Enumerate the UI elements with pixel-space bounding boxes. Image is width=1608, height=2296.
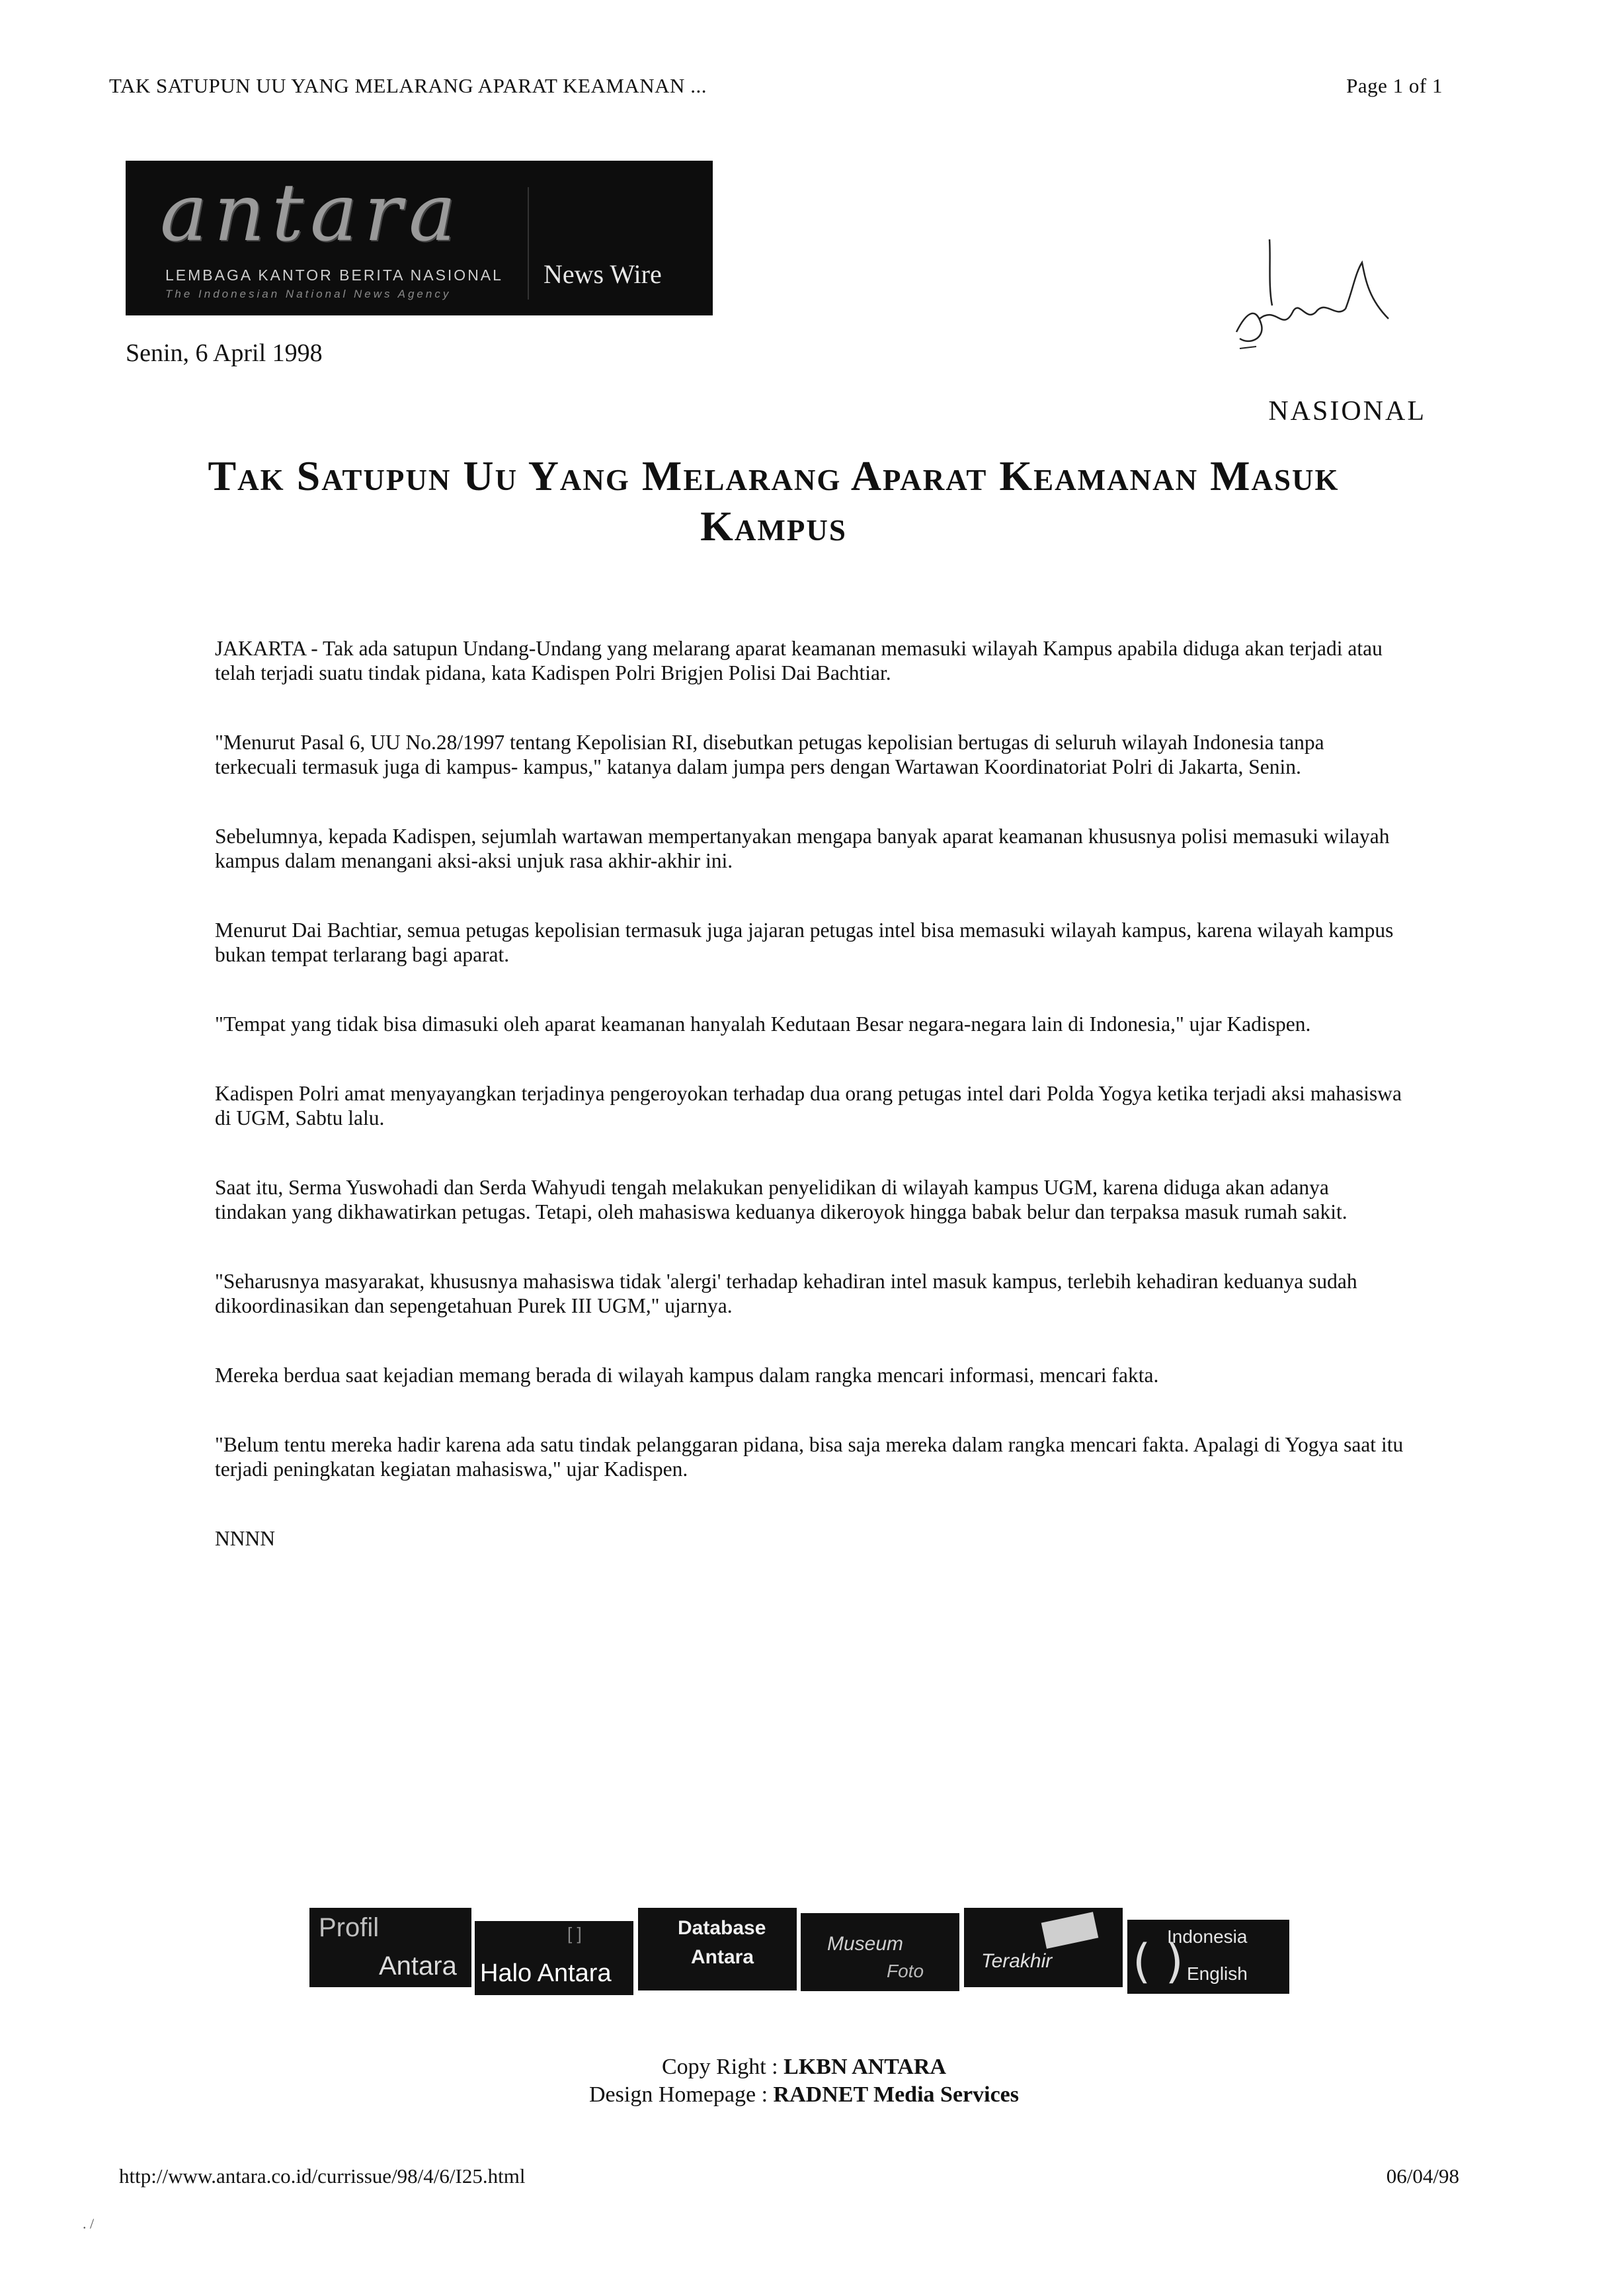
banner-subtitle-english: The Indonesian National News Agency: [165, 288, 452, 300]
article-body: [215, 636, 1405, 1596]
copyright-label: Copy Right :: [661, 2055, 784, 2079]
banner-divider: [528, 187, 529, 300]
copyright-block: [0, 2053, 1608, 2109]
copyright-owner: LKBN ANTARA: [784, 2055, 947, 2079]
news-wire-label: News Wire: [543, 259, 662, 289]
design-line: [0, 2081, 1608, 2109]
scan-stray-mark: . /: [83, 2215, 95, 2232]
paragraph: Sebelumnya, kepada Kadispen, sejumlah wartawan mempertanyakan mengapa banyak aparat keamanan khususnya polisi memasuki wilayah kampus dalam menangani aksi-aksi unjuk rasa akhir-akhir ini.: [215, 825, 1390, 872]
design-label: Design Homepage :: [589, 2082, 774, 2107]
nav-language-toggle-button[interactable]: [1127, 1920, 1289, 1994]
print-header-title: TAK SATUPUN UU YANG MELARANG APARAT KEAMANAN ...: [109, 74, 707, 97]
nav-profil-antara-button[interactable]: [309, 1908, 471, 1987]
banner-subtitle-indonesian: LEMBAGA KANTOR BERITA NASIONAL: [165, 266, 503, 284]
antara-logo: antara: [160, 167, 463, 259]
end-marker: NNNN: [215, 1527, 275, 1550]
paragraph: JAKARTA - Tak ada satupun Undang-Undang yang melarang aparat keamanan memasuki wilayah Kampus apabila diduga akan terjadi atau telah terjadi suatu tindak pidana, kata Kadispen Polri Brigjen Polisi Dai Bachtiar.: [215, 637, 1383, 684]
antara-newswire-banner[interactable]: [126, 161, 713, 315]
article-date: Senin, 6 April 1998: [126, 339, 323, 367]
nav-museum-line1: Museum: [827, 1933, 904, 1955]
paragraph: "Seharusnya masyarakat, khususnya mahasiswa tidak 'alergi' terhadap kehadiran intel masuk kampus, terlebih kehadiran keduanya sudah dikoordinasikan dan sepengetahuan Purek III UGM," ujarnya.: [215, 1270, 1357, 1317]
print-footer-url: http://www.antara.co.id/currissue/98/4/6/I25.html: [119, 2164, 526, 2188]
site-navigation-bar: [309, 1908, 1301, 2007]
print-header-page-number: Page 1 of 1: [1346, 74, 1443, 97]
paragraph: Mereka berdua saat kejadian memang berada di wilayah kampus dalam rangka mencari informasi, mencari fakta.: [215, 1364, 1159, 1387]
paragraph: "Menurut Pasal 6, UU No.28/1997 tentang Kepolisian RI, disebutkan petugas kepolisian bertugas di seluruh wilayah Indonesia tanpa terkecuali termasuk juga di kampus- kampus," katanya dalam jumpa pers dengan Wartawan Koordinatoriat Polri di Jakarta, Senin.: [215, 731, 1324, 778]
nav-database-line2: Antara: [691, 1946, 754, 1968]
nav-terakhir-arrow-icon: [1041, 1912, 1099, 1949]
nav-lang-line1: Indonesia: [1167, 1926, 1248, 1947]
nav-profil-line1: Profil: [319, 1913, 380, 1942]
nav-database-antara-button[interactable]: [638, 1908, 797, 1990]
print-footer-date: 06/04/98: [1386, 2164, 1459, 2188]
nav-halo-antara-button[interactable]: [475, 1921, 633, 1995]
section-label: NASIONAL: [1268, 396, 1426, 427]
nav-museum-foto-button[interactable]: [801, 1913, 959, 1991]
paragraph: "Tempat yang tidak bisa dimasuki oleh aparat keamanan hanyalah Kedutaan Besar negara-negara lain di Indonesia," ujar Kadispen.: [215, 1012, 1311, 1036]
nav-lang-line2: English: [1187, 1963, 1248, 1984]
paragraph: Saat itu, Serma Yuswohadi dan Serda Wahyudi tengah melakukan penyelidikan di wilayah kampus UGM, karena diduga akan adanya tindakan yang dikhawatirkan petugas. Tetapi, oleh mahasiswa keduanya dikeroyok hingga babak belur dan terpaksa masuk rumah sakit.: [215, 1176, 1347, 1223]
nav-database-line1: Database: [678, 1917, 766, 1939]
copyright-line: [0, 2053, 1608, 2081]
handwritten-signature: [1230, 233, 1402, 365]
nav-terakhir-label: Terakhir: [981, 1950, 1053, 1972]
paragraph: Menurut Dai Bachtiar, semua petugas kepolisian termasuk juga jajaran petugas intel bisa memasuki wilayah kampus, karena wilayah kampus bukan tempat terlarang bagi aparat.: [215, 919, 1394, 966]
nav-profil-line2: Antara: [379, 1951, 457, 1981]
nav-museum-line2: Foto: [887, 1961, 924, 1981]
designer-name: RADNET Media Services: [773, 2082, 1019, 2107]
paragraph: Kadispen Polri amat menyayangkan terjadinya pengeroyokan terhadap dua orang petugas intel dari Polda Yogya ketika terjadi aksi mahasiswa di UGM, Sabtu lalu.: [215, 1082, 1402, 1129]
nav-lang-bracket-icon: ( ): [1133, 1934, 1184, 1988]
nav-halo-icon: [ ]: [567, 1924, 582, 1944]
paragraph: "Belum tentu mereka hadir karena ada satu tindak pelanggaran pidana, bisa saja mereka dalam rangka mencari fakta. Apalagi di Yogya saat itu terjadi peningkatan kegiatan mahasiswa," ujar Kadispen.: [215, 1433, 1404, 1481]
article-headline: Tak Satupun Uu Yang Melarang Aparat Keamanan Masuk Kampus: [208, 452, 1340, 550]
nav-halo-label: Halo Antara: [480, 1959, 612, 1987]
nav-terakhir-button[interactable]: [964, 1908, 1123, 1987]
